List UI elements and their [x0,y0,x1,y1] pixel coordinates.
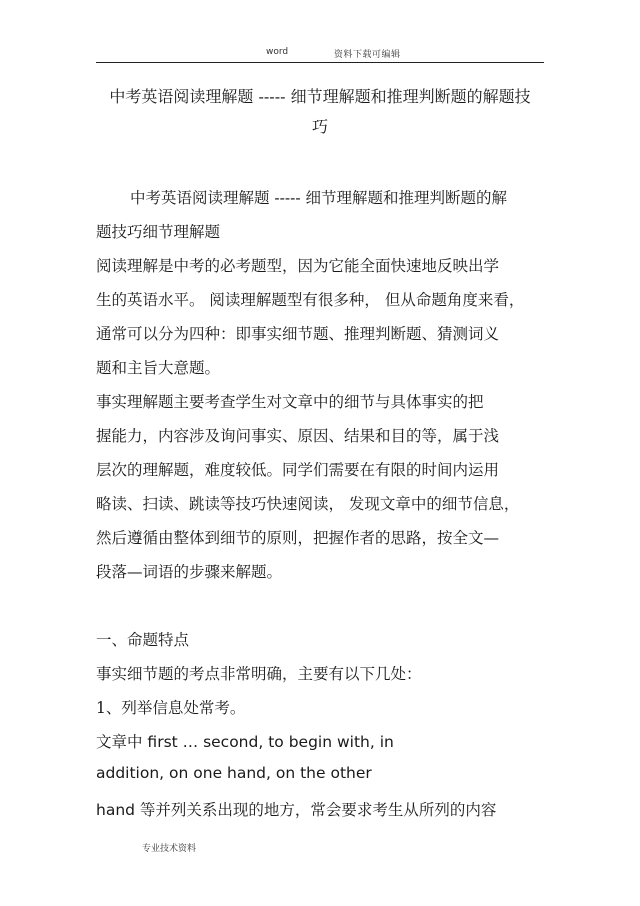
page-header [96,42,544,63]
text-line: addition, on one hand, on the other [96,764,372,782]
text-line: 通常可以分为四种：即事实细节题、推理判断题、猜测词义 [96,325,500,343]
header-watermark-text: 资料下载可编辑 [334,50,401,60]
text-line: 层次的理解题，难度较低。同学们需要在有限的时间内运用 [96,461,500,479]
text-line: 1、列举信息处常考。 [96,699,246,717]
text-line: 文章中 first … second, to begin with, in [96,733,394,751]
text-line: 略读、扫读、跳读等技巧快速阅读， 发现文章中的细节信息， [96,495,520,513]
title-line-2: 巧 [311,117,328,136]
text-line: 握能力，内容涉及询问事实、原因、结果和目的等，属于浅 [96,427,500,445]
page-footer: 专业技术资料 [142,844,197,854]
text-line: 段落—词语的步骤来解题。 [96,563,283,581]
text-line: 题和主旨大意题。 [96,359,221,377]
document-title [100,82,540,142]
text-line: hand 等并列关系出现的地方，常会要求考生从所列的内容 [96,801,497,819]
text-line: 事实细节题的考点非常明确，主要有以下几处： [96,665,422,683]
text-line: 阅读理解是中考的必考题型，因为它能全面快速地反映出学 [96,257,500,275]
section-heading: 一、命题特点 [96,631,190,649]
text-line: 题技巧细节理解题 [96,223,221,241]
text-line: 事实理解题主要考查学生对文章中的细节与具体事实的把 [96,393,484,411]
title-line-1: 中考英语阅读理解题 ----- 细节理解题和推理判断题的解题技 [109,87,531,106]
text-line: 中考英语阅读理解题 ----- 细节理解题和推理判断题的解 [130,189,508,207]
text-line: 然后遵循由整体到细节的原则，把握作者的思路，按全文— [96,529,500,547]
header-word-label: word [266,47,289,57]
text-line: 生的英语水平。 阅读理解题型有很多种， 但从命题角度来看， [96,291,525,309]
